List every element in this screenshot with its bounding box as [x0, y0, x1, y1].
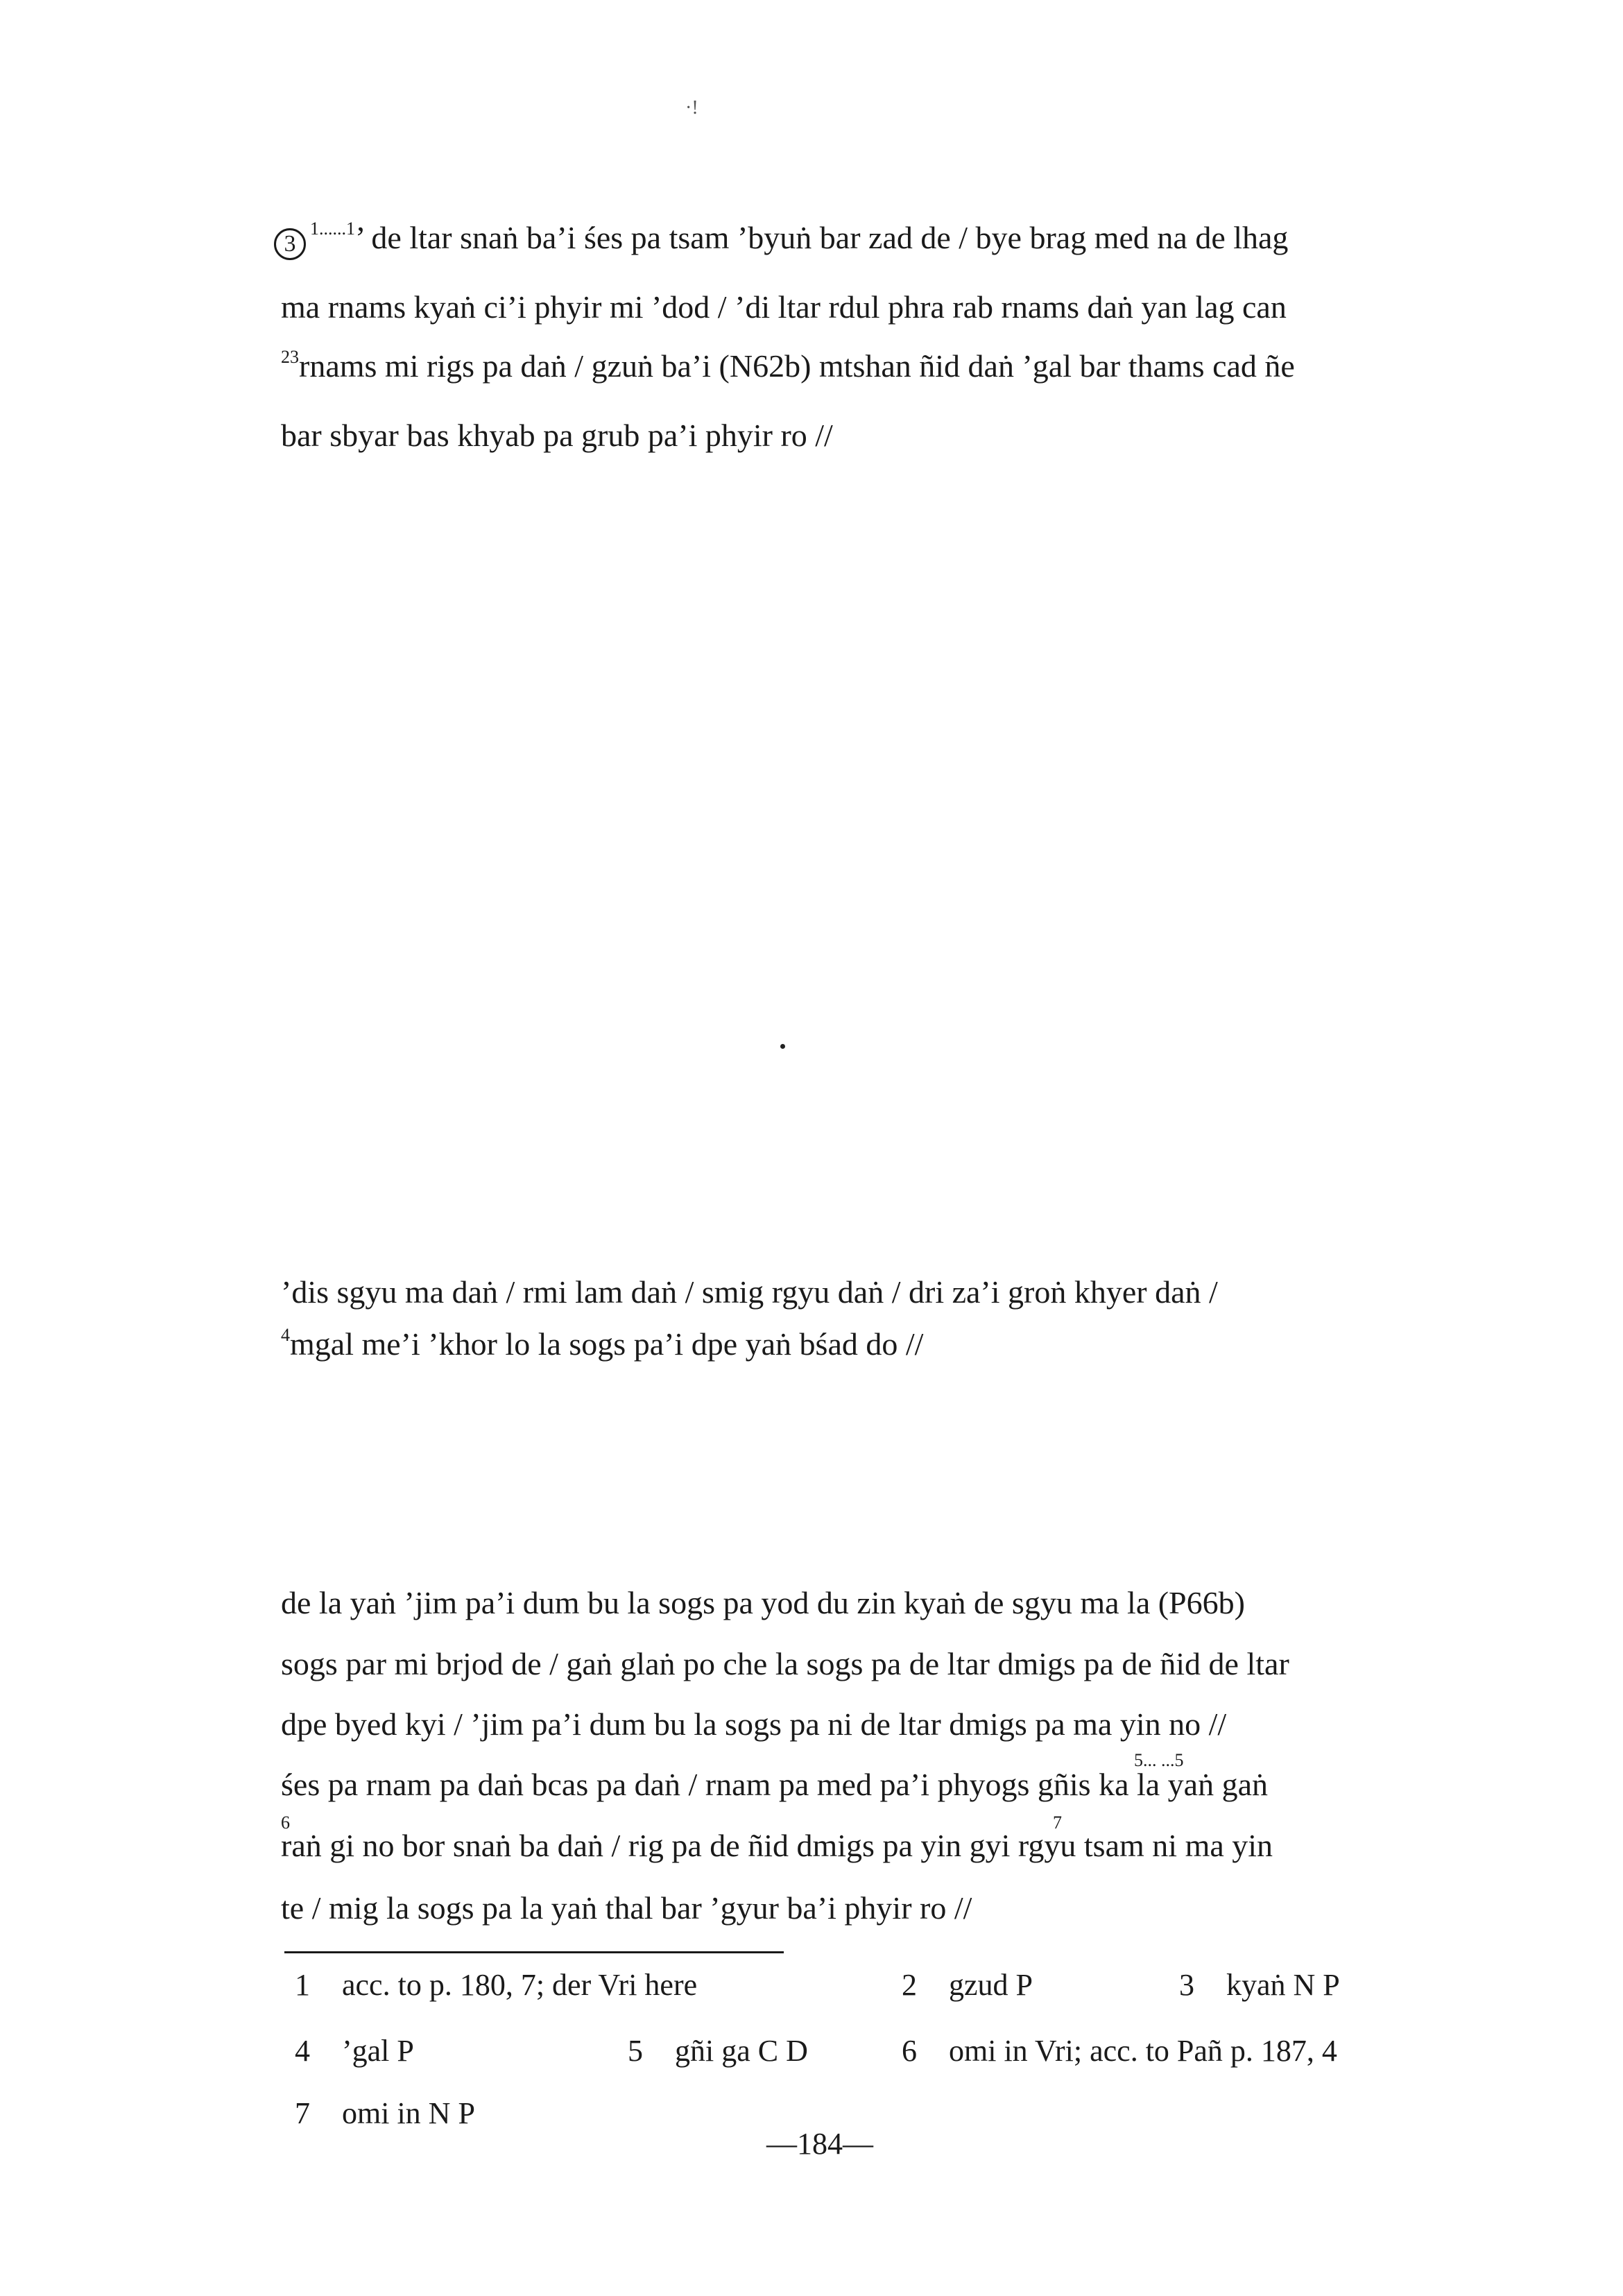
para2-line1: ’dis sgyu ma daṅ / rmi lam daṅ / smig rgyu daṅ / dri za’i groṅ khyer daṅ / [281, 1274, 1218, 1310]
footnote-2-text: gzud P [949, 1968, 1033, 2002]
note-marker-7: 7 [1053, 1812, 1062, 1833]
para1-line1 [274, 218, 1289, 257]
para3-line4-text: śes pa rnam pa daṅ bcas pa daṅ / rnam pa med pa’i phyogs gñis ka la yaṅ gaṅ [281, 1767, 1269, 1802]
footnote-6-number: 6 [902, 2034, 917, 2068]
footnote-5 [628, 2036, 808, 2066]
footnote-5-text: gñi ga C D [675, 2034, 808, 2068]
page-number: —184— [766, 2127, 873, 2161]
section-number-circle: 3 [274, 228, 306, 260]
footnote-7 [295, 2098, 475, 2129]
para1-line3-text: rnams mi rigs pa daṅ / gzuṅ ba’i (N62b) mtshan ñid daṅ ’gal bar thams cad ñe [299, 348, 1295, 384]
speck [780, 1044, 785, 1049]
footnote-4-number: 4 [295, 2034, 310, 2068]
footnote-4 [295, 2036, 414, 2066]
note-marker-1-start: 1... [310, 218, 333, 239]
footnote-6 [902, 2036, 1337, 2066]
note-marker-5: 5... ...5 [1134, 1749, 1184, 1770]
footnote-rule [284, 1951, 784, 1953]
note-marker-6: 6 [281, 1812, 290, 1833]
para1-line4: bar sbyar bas khyab pa grub pa’i phyir ro // [281, 418, 833, 453]
footnote-1 [295, 1970, 697, 2001]
para3-line2: sogs par mi brjod de / gaṅ glaṅ po che la sogs pa de ltar dmigs pa de ñid de ltar [281, 1646, 1289, 1681]
footnote-4-text: ’gal P [342, 2034, 414, 2068]
para1-line2: ma rnams kyaṅ ci’i phyir mi ’dod / ’di ltar rdul phra rab rnams daṅ yan lag can [281, 289, 1287, 325]
footnote-1-text: acc. to p. 180, 7; der Vri here [342, 1968, 698, 2002]
note-marker-1-end: ...1 [332, 218, 355, 239]
para3-line3: dpe byed kyi / ’jim pa’i dum bu la sogs pa ni de ltar dmigs pa ma yin no // [281, 1706, 1227, 1742]
footnote-7-number: 7 [295, 2096, 310, 2130]
footnote-3-text: kyaṅ N P [1226, 1968, 1340, 2002]
note-marker-4: 4 [281, 1324, 290, 1345]
para3-line6: te / mig la sogs pa la yaṅ thal bar ’gyur ba’i phyir ro // [281, 1890, 972, 1926]
footnote-1-number: 1 [295, 1968, 310, 2002]
stray-mark: ·! [685, 97, 698, 119]
note-marker-3: 3 [290, 346, 299, 367]
footnote-5-number: 5 [628, 2034, 643, 2068]
footnote-3-number: 3 [1179, 1968, 1194, 2002]
footnote-6-text: omi in Vri; acc. to Pañ p. 187, 4 [949, 2034, 1337, 2068]
para3-line5-text: raṅ gi no bor snaṅ ba daṅ / rig pa de ñid dmigs pa yin gyi rgyu tsam ni ma yin [281, 1828, 1273, 1863]
footnote-7-text: omi in N P [342, 2096, 475, 2130]
footnote-3 [1179, 1970, 1340, 2001]
footnote-2 [902, 1970, 1033, 2001]
para2-line2 [281, 1324, 924, 1362]
para1-line3 [281, 346, 1295, 384]
note-marker-2: 2 [281, 346, 290, 367]
footnote-2-number: 2 [902, 1968, 917, 2002]
para2-line2-text: mgal me’i ’khor lo la sogs pa’i dpe yaṅ bśad do // [290, 1326, 924, 1362]
para3-line1: de la yaṅ ’jim pa’i dum bu la sogs pa yod du zin kyaṅ de sgyu ma la (P66b) [281, 1585, 1245, 1620]
para1-line1-text: ’ de ltar snaṅ ba’i śes pa tsam ’byuṅ bar zad de / bye brag med na de lhag [355, 220, 1289, 255]
